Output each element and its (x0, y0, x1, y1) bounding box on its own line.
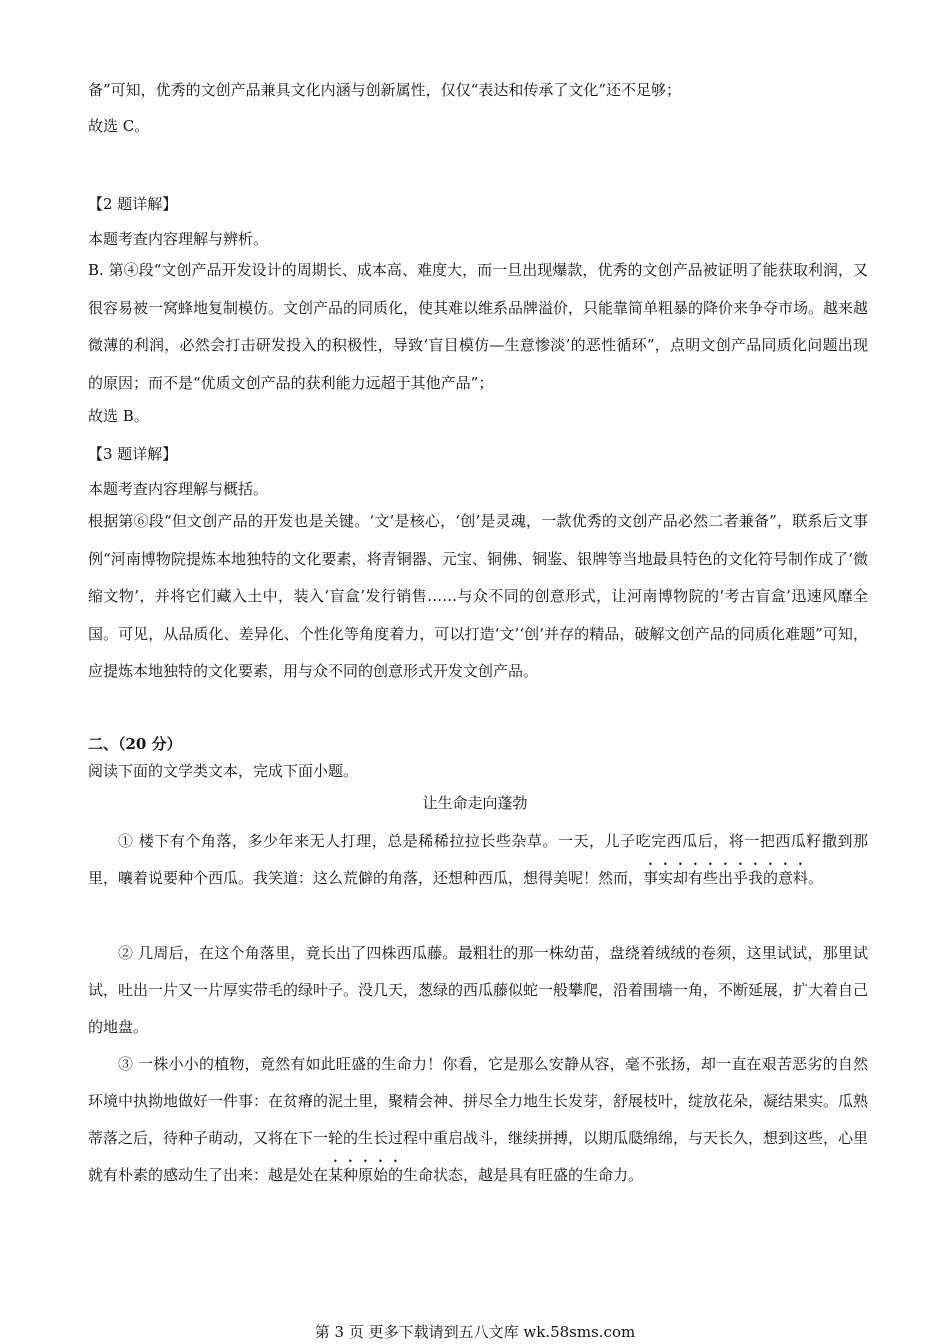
p1-text-a: ① 楼下有个角落，多少年来无人打理，总是稀稀拉拉长些杂草。一天，儿子吃完西瓜后，将一把西瓜籽撒到那里，嚷着说要种个西瓜。我笑道：这么荒僻的角落，还想种西瓜，想得美呢！然而， (88, 832, 868, 887)
q2-heading: 【2 题详解】 (88, 195, 178, 213)
article-paragraph-1 (88, 823, 868, 897)
q2-body: B. 第④段“文创产品开发设计的周期长、成本高、难度大，而一旦出现爆款，优秀的文创产品被证明了能获取利润，又很容易被一窝蜂地复制模仿。文创产品的同质化，使其难以维系品牌溢价，只能靠简单粗暴的降价来争夺市场。越来越微薄的利润，必然会打击研发投入的积极性，导致‘盲目模仿—生意惨淡’的恶性循环”，点明文创产品同质化问题出现的原因；而不是“优质文创产品的获利能力远超于其他产品”； (88, 261, 869, 392)
p1-emphasis: 事实却有些出乎我的意料 (643, 869, 809, 887)
p3-text-b: 生命状态，越是具有旺盛的生命力。 (403, 1166, 644, 1184)
q2-intro: 本题考查内容理解与辨析。 (88, 230, 269, 248)
section2-heading: 二、（20 分） (88, 735, 182, 753)
q1-answer: 故选 C。 (88, 117, 150, 135)
q1-line1: 备”可知，优秀的文创产品兼具文化内涵与创新属性，仅仅“表达和传承了文化”还不足够； (88, 81, 682, 99)
p1-text-b: 。 (808, 869, 824, 887)
q2-answer: 故选 B。 (88, 407, 149, 425)
q3-body: 根据第⑥段“但文创产品的开发也是关键。‘文’是核心，‘创’是灵魂，一款优秀的文创产品必然二者兼备”，联系后文事例“河南博物院提炼本地独特的文化要素，将青铜器、元宝、铜佛、铜鉴、银牌等当地最具特色的文化符号制作成了‘微缩文物’，并将它们藏入土中，装入‘盲盒’发行销售……与众不同的创意形式，让河南博物院的‘考古盲盒’迅速风靡全国。可见，从品质化、差异化、个性化等角度着力，可以打造‘文’‘创’并存的精品，破解文创产品的同质化难题”可知，应提炼本地独特的文化要素，用与众不同的创意形式开发文创产品。 (88, 512, 868, 680)
p3-text-a: ③ 一株小小的植物，竟然有如此旺盛的生命力！你看，它是那么安静从容，毫不张扬，却一直在艰苦恶劣的自然环境中执拗地做好一件事：在贫瘠的泥土里，聚精会神、拼尽全力地生长发芽，舒展枝叶，绽放花朵，凝结果实。瓜熟蒂落之后，待种子萌动，又将在下一轮的生长过程中重启战斗，继续拼搏，以期瓜瓞绵绵，与天长久，想到这些，心里就有朴素的感动生了出来：越是处在 (88, 1055, 869, 1184)
p3-emphasis: 某种原始的 (328, 1166, 404, 1184)
section2-instruction: 阅读下面的文学类文本，完成下面小题。 (88, 762, 359, 780)
page-footer: 第 3 页 更多下载请到五八文库 wk.58sms.com (314, 1323, 636, 1341)
article-title: 让生命走向蓬勃 (422, 794, 528, 812)
article-paragraph-2: ② 几周后，在这个角落里，竟长出了四株西瓜藤。最粗壮的那一株幼苗，盘绕着绒绒的卷须，这里试试，那里试试，吐出一片又一片厚实带毛的绿叶子。没几天，葱绿的西瓜藤似蛇一般攀爬，沿着围墙一角，不断延展，扩大着自己的地盘。 (88, 944, 869, 1036)
q3-intro: 本题考查内容理解与概括。 (88, 480, 269, 498)
article-paragraph-3 (88, 1046, 868, 1194)
q3-heading: 【3 题详解】 (88, 445, 178, 463)
